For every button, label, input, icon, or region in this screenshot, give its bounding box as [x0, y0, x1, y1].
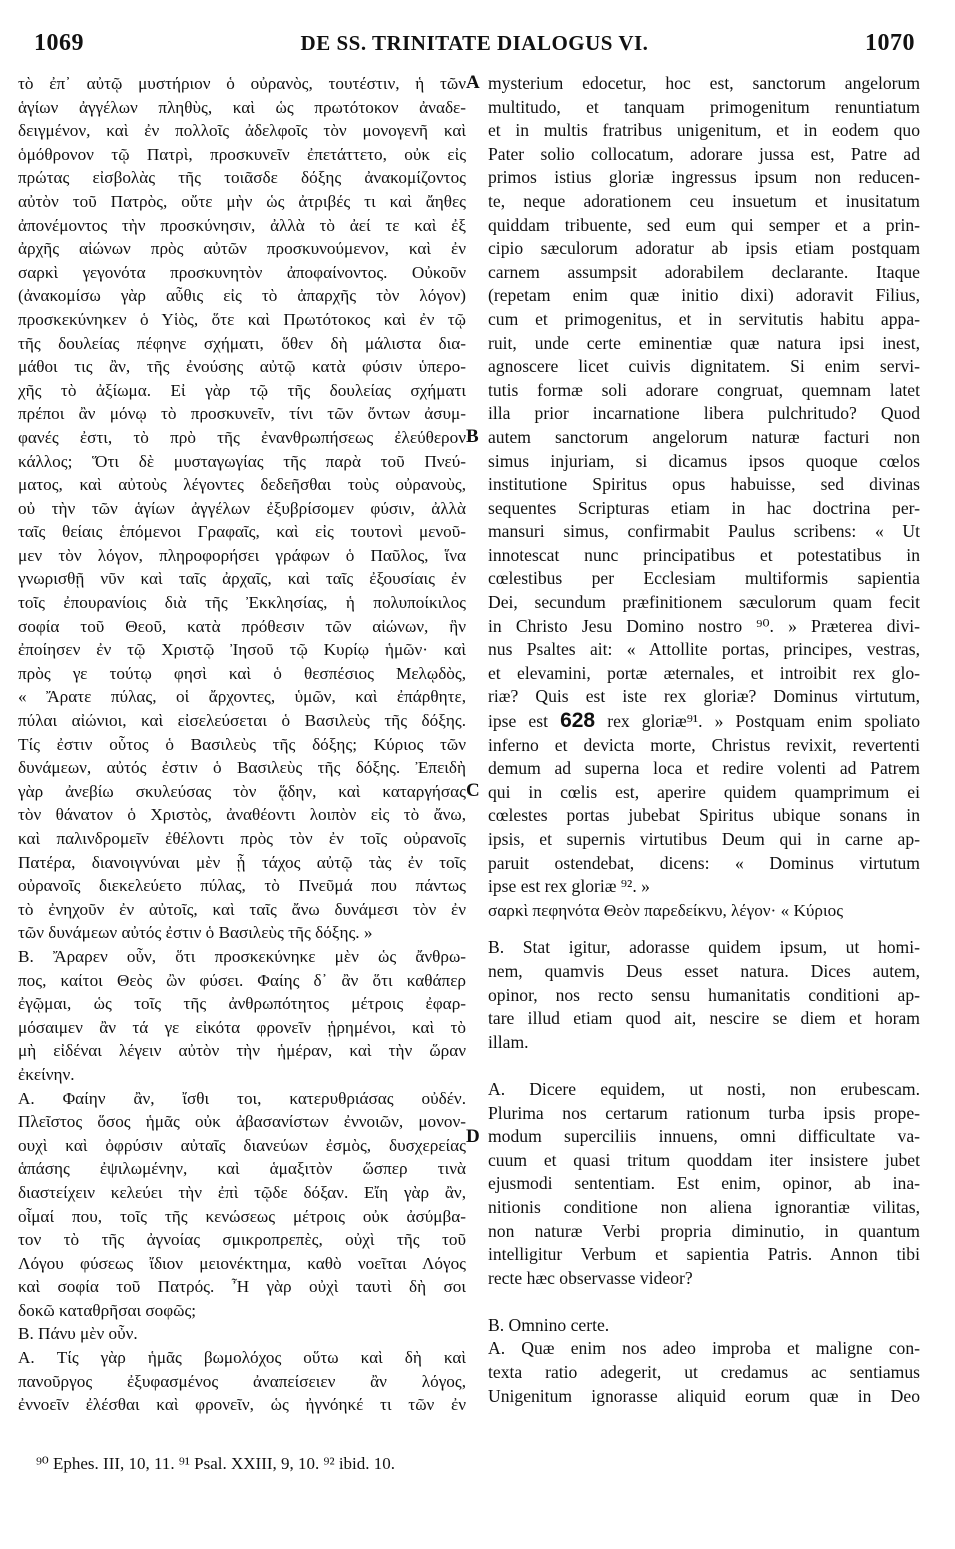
left-page-number: 1069 [34, 30, 84, 56]
latin-column [488, 72, 920, 1408]
text-line: agnoscere licet cuivis dignitatem. Si enim servi- [488, 356, 920, 377]
text-line: πρὸς γε τούτῳ φησὶ καὶ ὁ θεσπέσιος Μελῳδὸς, [18, 663, 466, 683]
text-line: ἐποίησεν ἐν τῷ Χριστῷ Ἰησοῦ τῷ Κυρίῳ ἡμῶν· καὶ [18, 640, 466, 660]
text-line: nem, quamvis Deus esset natura. Dices autem, [488, 960, 920, 981]
text-line: Πλεῖστος ὅσος ἡμᾶς οὐκ ἀβασανίστων ἐννοιῶν, μονον- [18, 1112, 466, 1132]
text-line: intelligitur Verbum et sapientia Patris. Annon tibi [488, 1244, 920, 1265]
text-line: πανοῦργος ἐξυφασμένος ἀναπείσειεν ἂν λόγος, [18, 1371, 466, 1391]
text-line: ipse est rex gloriæ ⁹². » [488, 876, 650, 897]
text-line: modum superciliis innuens, omni difficultate va- [488, 1126, 920, 1147]
text-line: διαστείχειν κελεύει τὴν ἐπὶ τῷδε δόξαν. Εἴη γὰρ ἂν, [18, 1182, 466, 1202]
text-line: non naturæ Verbi propria diminutio, in quantum [488, 1220, 920, 1241]
text-line: B. Omnino certe. [488, 1314, 610, 1335]
text-line: quiddam tribuente, sed eum qui semper et a prin- [488, 214, 920, 235]
text-line: κάλλος; Ὅτι δὲ μυσταγωγίας τῆς παρὰ τοῦ Πνεύ- [18, 451, 466, 471]
text-line: προσκεκύνηκεν ὁ Υἱὸς, ὅτε καὶ Πρωτότοκος καὶ ἐν τῷ [18, 309, 466, 329]
running-title: DE SS. TRINITATE DIALOGUS VI. [300, 31, 649, 55]
text-line: B. Πάνυ μὲν οὖν. [18, 1324, 138, 1344]
text-line: mansuri simus, confirmabit Paulus scribens: « Ut [488, 521, 920, 542]
text-line: σαρκὶ γεγονότα προσκυνητὸν ἀποφαίνοντος. Οὐκοῦν [18, 262, 466, 282]
text-line: cipio sæculorum adoratur ab ipsis etiam postquam [488, 238, 920, 259]
text-line: τῆς δουλείας πέφηνε σχήματι, ὅθεν δὴ μάλιστα δια- [18, 333, 466, 353]
text-line: αὐτὸν τοῦ Πατρὸς, οὔτε μὴν ὡς ἀτριβές τι καὶ ἄηθες [18, 191, 466, 211]
text-line: ὁμόθρονον τῷ Πατρὶ, προσκυνεῖν ἐπετάττετο, οὐκ εἰς [18, 144, 466, 164]
text-line: Λόγου φύσεως ἴδιον μειονέκτημα, καθὸ νοεῖται Λόγος [18, 1253, 466, 1273]
text-line: οἶμαί που, τοῖς τῆς κενώσεως μέτροις οὐκ ἀσύμβα- [18, 1206, 466, 1226]
text-line: B. Stat igitur, adorasse quidem ipsum, ut homi- [488, 937, 920, 958]
text-line: δειγμένον, καὶ ἐν πολλοῖς ἀδελφοῖς τὸν μονογενῆ καὶ [18, 121, 466, 141]
line-end: rex gloriæ⁹¹. » Postquam enim spoliato [595, 711, 921, 732]
text-line: tutis formæ soli adorare congruat, quemnam latet [488, 379, 920, 400]
text-line-with-column-number [488, 709, 920, 734]
text-line: nitionis conditione non aliena ignorantiæ vilitas, [488, 1196, 920, 1217]
line-start: ipse est [488, 711, 561, 732]
text-line: autem sanctorum angelorum naturæ facturi non [488, 426, 920, 447]
text-line: demum ad superna loca et redire volenti ad Patrem [488, 758, 920, 779]
right-page-number: 1070 [864, 30, 915, 56]
text-line: μάθοι τις ἂν, τῆς ἐνούσης αὐτῷ κατὰ φύσιν ὑπερο- [18, 357, 466, 377]
text-line: ουχὶ καὶ ὀφρύσιν αὐταῖς διανεύων ἐσμὸς, δυσχερείας [18, 1135, 466, 1155]
text-line: Πατέρα, διανοιγνύναι μὲν ᾗ τάχος αὐτῷ τὰς ἐν τοῖς [18, 852, 466, 872]
text-line: in Christo Jesu Domino nostro ⁹⁰. » Præterea divi- [488, 615, 920, 636]
text-line: ἁπάσης ἐψιλωμένην, καὶ ἁμαξιτὸν ὥσπερ τινὰ [18, 1159, 466, 1179]
text-line: nus Psaltes ait: « Attollite portas, principes, vestras, [488, 639, 920, 660]
text-line: ἀρχῆς αἰώνων πρὸς αὐτῶν προσκυνούμενον, καὶ ἐν [18, 239, 466, 259]
text-line: μόσαιμεν ἂν τά γε εἰκότα φρονεῖν ᾑρημένοι, καὶ τὸ [18, 1017, 466, 1037]
text-line: opinor, nos recto sensu humanitatis conditioni ap- [488, 984, 920, 1005]
text-line: « Ἄρατε πύλας, οἱ ἄρχοντες, ὑμῶν, καὶ ἐπάρθητε, [18, 687, 466, 707]
text-line: B. Ἄραρεν οὖν, ὅτι προσκεκύνηκε μὲν ὡς ἄνθρω- [18, 946, 466, 966]
text-line: (ἀνακομίσω γὰρ αὖθις εἰς τὸ ἀπαρχῆς τὸν λόγον) [18, 286, 466, 306]
greek-column [18, 72, 466, 1417]
text-line: te, neque adorationem ceu insuetum et inusitatum [488, 190, 920, 211]
text-line: τον τὸ τῆς ἀγνοίας σμικροπρεπὲς, οὐχὶ τῆς τοῦ [18, 1230, 466, 1250]
column-number: 628 [560, 709, 596, 733]
text-line: πρέποι ἂν μόνῳ τὸ προσκυνεῖν, τίνι τῶν ὄντων ἀσυμ- [18, 404, 466, 424]
text-line: tare illud etiam quod ait, nescire se diem et horam [488, 1008, 920, 1029]
text-line: ματος, καὶ αὐτοὺς λέγοντες δεδεῆσθαι τοὺς οὐρανοὺς, [18, 475, 466, 495]
text-line: πος, καίτοι Θεὸς ὢν φύσει. Φαίης δ᾽ ἂν ὅτι καθάπερ [18, 970, 466, 990]
text-line: A. Φαίην ἂν, ἴσθι τοι, κατερυθριάσας οὐδέν. [18, 1088, 466, 1108]
text-line: μεν τὸν λόγον, πληροφορήσει γράφων ὁ Παῦλος, ἵνα [18, 545, 466, 565]
marker-d: D [466, 1126, 480, 1147]
marker-c: C [466, 780, 480, 801]
text-line: A. Τίς γὰρ ἡμᾶς βωμολόχος οὕτω καὶ δὴ καὶ [18, 1348, 466, 1368]
text-line: οὐρανοῖς διεκελεύετο πύλας, τὸ Πνεῦμά που πάντως [18, 876, 466, 896]
text-line: et in multis fratribus unigenitum, et in eodem quo [488, 120, 920, 141]
text-line: οὐ τὴν τῶν ἁγίων ἀγγέλων ἐξυβρίσομεν φύσιν, ἀλλὰ [18, 498, 466, 518]
text-line: institutione Spiritus opus habuisse, sed divinas [488, 474, 920, 495]
text-line: innotescat nunc principatibus et potestatibus in [488, 544, 920, 565]
text-line: recte hæc observasse videor? [488, 1267, 693, 1288]
text-line: Unigenitum ignorasse aliquid eorum quæ in Deo [488, 1385, 920, 1406]
text-line: paruit ostendebat, dicens: « Dominus virtutum [488, 852, 920, 873]
text-line: texta ratio adegerit, ut credamus ac sentiamus [488, 1362, 920, 1383]
text-line: καὶ σοφία τοῦ Πατρός. Ἦ γὰρ οὐχὶ ταυτὶ δὴ σοι [18, 1277, 466, 1297]
text-line: (repetam enim quæ initio dixi) adoravit Filius, [488, 285, 920, 306]
text-line: τῶν δυνάμεων αὐτός ἐστιν ὁ Βασιλεὺς τῆς δόξης. » [18, 923, 373, 943]
marker-b: B [466, 426, 479, 447]
text-line: δοκῶ καταθρῆσαι σοφῶς; [18, 1300, 197, 1320]
text-line: Τίς ἐστιν οὗτος ὁ Βασιλεὺς τῆς δόξης; Κύριος τῶν [18, 734, 466, 754]
text-line: καὶ παλινδρομεῖν ἐθέλοντι πρὸς τὸν ἐν τοῖς οὐρανοῖς [18, 829, 466, 848]
text-line: primos istius gloriæ ingressus ipsum non reducen- [488, 167, 920, 188]
text-line: ἐκείνην. [18, 1064, 75, 1084]
text-line: cœlestes portas jubebat Spiritus ubique sonans in [488, 805, 920, 826]
text-line: ἀπονέμοντος τὴν προσκύνησιν, ἀλλὰ τὸ ἀεί τε καὶ ἐξ [18, 215, 466, 235]
text-line: ἁγίων ἀγγέλων πληθὺς, καὶ ὡς πρωτότοκον ἀναδε- [18, 97, 466, 117]
text-line: et elevamini, portæ æternales, et introibit rex glo- [488, 662, 920, 683]
text-line: illa prior incarnatione libera pulchritudo? Quod [488, 403, 920, 424]
text-line: carnem assumpsit adorabilem declarante. Itaque [488, 261, 920, 282]
text-line: cum et primogenitus, et in servitutis habitu appa- [488, 308, 920, 329]
text-line: σοφία τοῦ Θεοῦ, κατὰ πρόθεσιν τῶν αἰώνων, ἣν [18, 616, 466, 636]
marker-a: A [466, 72, 480, 93]
text-line: ipsis, et supernis virtutibus Deum qui in carne ap- [488, 829, 920, 849]
text-line: τὸ ἐνηχοῦν ἐν αὐτοῖς, καὶ ταῖς ἄνω δυνάμεσι τὸν ἐν [18, 899, 466, 919]
footnotes: ⁹⁰ Ephes. III, 10, 11. ⁹¹ Psal. XXIII, 9, 10. ⁹² ibid. 10. [36, 1454, 396, 1473]
text-line: γὰρ ἀνεβίω σκυλεύσας τὸν ᾅδην, καὶ καταργήσας [18, 781, 466, 801]
text-line: πύλαι αἰώνιοι, καὶ εἰσελεύσεται ὁ Βασιλεὺς τῆς δόξης. [18, 711, 466, 731]
text-line: τὸν θάνατον ὁ Χριστὸς, ἀναθέοντι λοιπὸν εἰς τὸ ἄνω, [18, 805, 466, 825]
text-line: ejusmodi sententiam. Est enim, opinor, ab ina- [488, 1173, 920, 1194]
text-line: χῆς τὸ ἀξίωμα. Εἰ γὰρ τῷ τῆς δουλείας σχήματι [18, 380, 466, 400]
greek-spill-line: σαρκὶ πεφηνότα Θεὸν παρεδείκνυ, λέγον· « Κύριος [488, 900, 843, 920]
text-line: ταῖς θείαις ἑπόμενοι Γραφαῖς, καὶ εἰς τουτονὶ μενοῦ- [18, 522, 466, 542]
text-line: μὴ εἰδέναι λέγειν αὐτὸν τὴν ἡμέραν, καὶ τὴν ὥραν [18, 1041, 466, 1061]
spacer [488, 1290, 920, 1314]
text-line: riæ? Quis est iste rex gloriæ? Dominus virtutum, [488, 686, 920, 707]
text-line: multitudo, et tanquam primogenitum renuntiatum [488, 96, 920, 117]
text-line: τὸ ἐπ᾽ αὐτῷ μυστήριον ὁ οὐρανὸς, τουτέστιν, ἡ τῶν [18, 74, 466, 93]
text-line: Plurima nos certarum rationum turba ipsis prope- [488, 1102, 920, 1123]
text-line: τοῖς ἐπουρανίοις διὰ τῆς Ἐκκλησίας, ἡ πολυποίκιλος [18, 593, 466, 613]
text-line: Pater solio collocatum, adorare jussa est, Patre ad [488, 143, 920, 164]
text-line: cuum et quasi tritum quoddam iter insistere jubet [488, 1149, 920, 1170]
text-line: φανές ἐστι, τὸ πρὸ τῆς ἐνανθρωπήσεως ἐλεύθερον [18, 427, 466, 447]
text-line: Dei, secundum præfinitionem sæculorum quam fecit [488, 592, 920, 613]
text-line: ruit, unde certe eminentiæ quæ natura ipsi inest, [488, 332, 920, 353]
text-line: πρώτας εἰσβολὰς τῆς τοιᾶσδε δόξης ἀνακομίζοντος [18, 168, 466, 188]
text-line: γνωρισθῇ νῦν καὶ ταῖς ἀρχαῖς, καὶ ταῖς ἐξουσίαις ἐν [18, 569, 466, 589]
text-line: ἐννοεῖν ἐλέσθαι καὶ φρονεῖν, ὡς ἠγνόηκέ τι τῶν ἐν [18, 1395, 466, 1415]
text-line: δυνάμεων, αὐτός ἐστιν ὁ Βασιλεὺς τῆς δόξης. Ἐπειδὴ [18, 758, 466, 778]
text-line: sequentes Scripturas etiam in hac doctrina per- [488, 497, 920, 518]
text-line: inferno et devicta morte, Christus revixit, revertenti [488, 734, 920, 755]
text-line: qui in cœlis est, aperire quidem quamprimum ei [488, 781, 920, 802]
text-line: simus injuriam, si dicamus ipsos quoque cœlos [488, 450, 920, 471]
spacer [488, 922, 920, 936]
text-line: cœlestibus per Ecclesiam multiformis sapientia [488, 568, 920, 589]
text-line: A. Quæ enim nos adeo improba et maligne con- [488, 1338, 920, 1359]
text-line: mysterium edocetur, hoc est, sanctorum angelorum [488, 73, 920, 93]
spacer [488, 1054, 920, 1078]
text-line: ἐγῷμαι, ὡς τοῖς τῆς ἀνθρωπότητος μέτροις ἐφαρ- [18, 994, 466, 1014]
text-line: illam. [488, 1031, 529, 1052]
page-header [34, 30, 915, 60]
text-line: A. Dicere equidem, ut nosti, non erubescam. [488, 1078, 920, 1099]
